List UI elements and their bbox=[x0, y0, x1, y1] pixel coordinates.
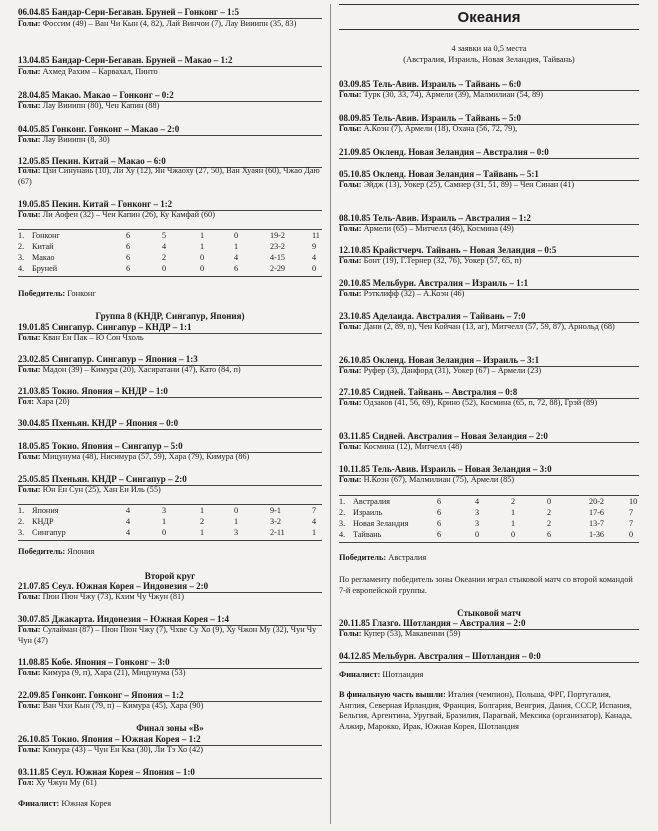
table-cell: 1 bbox=[511, 508, 516, 517]
table-cell: 7 bbox=[629, 508, 634, 517]
table-cell: 0 bbox=[511, 530, 516, 539]
standings-table bbox=[18, 506, 322, 539]
table-cell: 1 bbox=[234, 242, 239, 251]
match-goals: Голы: Кимура (9, п), Хара (21), Мицунума (53) bbox=[18, 668, 186, 677]
table-row bbox=[18, 253, 322, 263]
match-heading: 11.08.85 Кобе. Япония – Гонконг – 3:0 bbox=[18, 657, 170, 667]
table-cell: 7 bbox=[312, 506, 317, 515]
table-cell: 0 bbox=[475, 530, 480, 539]
table-cell: 2 bbox=[547, 519, 552, 528]
table-cell: 1 bbox=[312, 528, 317, 537]
match-goals: Голы: Фоссим (49) – Ван Чи Кын (4, 82), Лай Винчои (7), Лау Вииипн (35, 83) bbox=[18, 19, 297, 28]
table-rule bbox=[339, 542, 639, 543]
table-cell: 6 bbox=[126, 253, 131, 262]
table-cell: 2 bbox=[162, 253, 167, 262]
table-cell: 3 bbox=[475, 508, 480, 517]
team-name: Гонконг bbox=[32, 231, 60, 240]
table-cell: 4 bbox=[126, 506, 131, 515]
match-goals: Гол: Хара (20) bbox=[18, 397, 70, 406]
table-cell: 4-15 bbox=[270, 253, 286, 262]
table-cell: 1 bbox=[162, 517, 167, 526]
match-goals: Голы: Н.Коэн (67), Малмилиан (75), Армели (85) bbox=[339, 475, 515, 484]
rule bbox=[339, 662, 639, 663]
table-rule bbox=[18, 504, 322, 505]
table-cell: 0 bbox=[234, 506, 239, 515]
table-cell: 2-29 bbox=[270, 264, 286, 273]
table-cell: 3 bbox=[475, 519, 480, 528]
match-heading: 22.09.85 Гонконг. Гонконг – Япония – 1:2 bbox=[18, 690, 184, 700]
match-heading: 28.04.85 Макао. Макао – Гонконг – 0:2 bbox=[18, 90, 174, 100]
table-row bbox=[339, 519, 639, 529]
table-cell: 0 bbox=[629, 530, 634, 539]
table-cell: 4 bbox=[475, 497, 480, 506]
round-heading: Второй круг bbox=[144, 571, 196, 581]
table-cell: 1. bbox=[18, 506, 25, 515]
finalist-line: Финалист: Южная Корея bbox=[18, 799, 112, 808]
table-cell: 1 bbox=[200, 242, 205, 251]
match-heading: 03.09.85 Тель-Авив. Израиль – Тайвань – 6:0 bbox=[339, 79, 521, 89]
table-row bbox=[18, 528, 322, 538]
match-heading: 08.09.85 Тель-Авив. Израиль – Тайвань – 5:0 bbox=[339, 113, 521, 123]
match-goals: Голы: Цзи Синунаиь (10), Ли Ху (12), Ян Чжаоху (27, 50), Ван Хуаян (60), Чжао Даю (67) bbox=[18, 166, 320, 186]
table-cell: 6 bbox=[437, 530, 442, 539]
table-cell: 9 bbox=[312, 242, 317, 251]
match-heading: 06.04.85 Бандар-Сери-Бегаван. Бруней – Гонконг – 1:5 bbox=[18, 7, 239, 17]
match-heading: 30.04.85 Пхеньян. КНДР – Япония – 0:0 bbox=[18, 418, 179, 428]
table-cell: 9-1 bbox=[270, 506, 281, 515]
match-heading: 04.05.85 Гонконг. Гонконг – Макао – 2:0 bbox=[18, 124, 180, 134]
table-row bbox=[339, 530, 639, 540]
team-name: Тайвань bbox=[353, 530, 382, 539]
table-row bbox=[18, 242, 322, 252]
table-cell: 6 bbox=[437, 519, 442, 528]
table-cell: 0 bbox=[234, 231, 239, 240]
match-heading: 19.01.85 Сингапур. Сингапур – КНДР – 1:1 bbox=[18, 322, 192, 332]
table-row bbox=[18, 231, 322, 241]
table-rule bbox=[18, 540, 322, 541]
match-heading: 26.10.85 Окленд. Новая Зеландия – Израиль – 3:1 bbox=[339, 355, 540, 365]
table-cell: 7 bbox=[629, 519, 634, 528]
table-cell: 1 bbox=[511, 519, 516, 528]
table-cell: 3. bbox=[18, 253, 25, 262]
match-heading: 05.10.85 Окленд. Новая Зеландия – Тайвань – 5:1 bbox=[339, 169, 539, 179]
team-name: Макао bbox=[32, 253, 55, 262]
match-heading: 23.10.85 Аделаида. Австралия – Тайвань – 7:0 bbox=[339, 311, 526, 321]
section-subtitle: (Австралия, Израиль, Новая Зеландия, Тайвань) bbox=[403, 55, 575, 64]
match-goals: Голы: Руфер (3), Данфорд (31), Уокер (67) – Армели (23) bbox=[339, 366, 542, 375]
table-cell: 0 bbox=[200, 264, 205, 273]
table-cell: 3. bbox=[18, 528, 25, 537]
match-heading: 12.05.85 Пекин. Китай – Макао – 6:0 bbox=[18, 156, 166, 166]
match-goals: Голы: Космина (12), Митчелл (48) bbox=[339, 442, 463, 451]
table-cell: 19-2 bbox=[270, 231, 286, 240]
table-cell: 2 bbox=[547, 508, 552, 517]
match-goals: Голы: Армели (65) – Митчелл (46), Космина (49) bbox=[339, 224, 514, 233]
table-cell: 6 bbox=[437, 497, 442, 506]
table-cell: 2-11 bbox=[270, 528, 285, 537]
final-teams: В финальную часть вышли: Италия (чемпион), Польша, ФРГ, Португалия, Англия, Северная Ирландия, Франция, Болгария, Венгрия, Дания, СССР, Испания, Бельгия, Аргентина, Уругвай, Бразилия, Парагвай, Мексика (организатор), Канада, Алжир, Марокко, Ирак, Южная Корея, Шотландия bbox=[339, 690, 632, 731]
match-heading: 20.10.85 Мельбурн. Австралия – Израиль – 1:1 bbox=[339, 278, 529, 288]
table-cell: 4 bbox=[162, 242, 167, 251]
table-row bbox=[339, 508, 639, 518]
table-cell: 10 bbox=[629, 497, 638, 506]
table-cell: 20-2 bbox=[589, 497, 605, 506]
match-heading: 30.07.85 Джакарта. Индонезия – Южная Корея – 1:4 bbox=[18, 614, 230, 624]
match-goals: Голы: Кван Ен Пак – Ю Сон Чхоль bbox=[18, 333, 144, 342]
table-cell: 0 bbox=[162, 528, 167, 537]
table-cell: 1. bbox=[339, 497, 346, 506]
match-goals: Голы: Ли Аофен (32) – Чен Капин (26), Ку Камфай (60) bbox=[18, 210, 215, 219]
table-cell: 4 bbox=[312, 517, 317, 526]
match-heading: 19.05.85 Пекин. Китай – Гонконг – 1:2 bbox=[18, 199, 173, 209]
table-cell: 2 bbox=[200, 517, 205, 526]
table-cell: 23-2 bbox=[270, 242, 286, 251]
table-cell: 17-6 bbox=[589, 508, 605, 517]
match-goals: Голы: Пюн Пюн Чжу (73), Кхим Чу Чжун (81) bbox=[18, 592, 184, 601]
table-row bbox=[18, 506, 322, 516]
standings-table bbox=[339, 497, 639, 541]
match-goals: Голы: Рэтклифф (32) – А.Коэн (46) bbox=[339, 289, 465, 298]
table-cell: 5 bbox=[162, 231, 167, 240]
column-divider bbox=[330, 4, 331, 824]
team-name: Австралия bbox=[353, 497, 391, 506]
section-subtitle: 4 заявки на 0,5 места bbox=[451, 44, 527, 53]
match-goals: Голы: Одзаков (41, 56, 69), Крино (52), Космина (65, п, 72, 88), Грэй (89) bbox=[339, 398, 598, 407]
table-cell: 2. bbox=[18, 242, 25, 251]
table-cell: 4 bbox=[126, 517, 131, 526]
match-heading: 04.12.85 Мельбурн. Австралия – Шотландия – 0:0 bbox=[339, 651, 541, 661]
match-goals: Голы: Дани (2, 89, п), Чен Койчан (13, аг), Митчелл (57, 59, 87), Арнольд (68) bbox=[339, 322, 615, 331]
match-goals: Голы: Ван Чхи Кын (79, п) – Кимура (45), Хара (90) bbox=[18, 701, 204, 710]
table-cell: 3 bbox=[234, 528, 239, 537]
table-cell: 6 bbox=[234, 264, 239, 273]
match-heading: 12.10.85 Крайстчерч. Тайвань – Новая Зеландия – 0:5 bbox=[339, 245, 557, 255]
match-heading: 10.11.85 Тель-Авив. Израиль – Новая Зеландия – 3:0 bbox=[339, 464, 552, 474]
rule bbox=[18, 429, 322, 430]
table-cell: 1 bbox=[200, 528, 205, 537]
table-cell: 2 bbox=[511, 497, 516, 506]
match-heading: 03.11.85 Сидней. Австралия – Новая Зеландия – 2:0 bbox=[339, 431, 548, 441]
table-cell: 1 bbox=[234, 517, 239, 526]
standings-table bbox=[18, 231, 322, 275]
team-name: Бруней bbox=[32, 264, 58, 273]
table-cell: 2. bbox=[339, 508, 346, 517]
team-name: Япония bbox=[32, 506, 59, 515]
section-title: Океания bbox=[339, 4, 639, 30]
match-goals: Голы: Бонт (19), Г.Тернер (32, 76), Уокер (57, 65, п) bbox=[339, 256, 522, 265]
table-cell: 1 bbox=[200, 506, 205, 515]
match-heading: 21.09.85 Окленд. Новая Зеландия – Австралия – 0:0 bbox=[339, 147, 549, 157]
match-heading: 23.02.85 Сингапур. Сингапур – Япония – 1:3 bbox=[18, 354, 198, 364]
table-row bbox=[18, 517, 322, 527]
playoff-heading: Стыковой матч bbox=[457, 608, 521, 618]
match-goals: Голы: Мадон (39) – Кимура (20), Хасиратани (47), Като (84, п) bbox=[18, 365, 241, 374]
table-cell: 4 bbox=[312, 253, 317, 262]
winner-line: Победитель: Гонконг bbox=[18, 289, 96, 298]
table-rule bbox=[339, 495, 639, 496]
table-row bbox=[18, 264, 322, 274]
match-goals: Голы: Эйдж (13), Уокер (25), Самнер (31, 51, 89) – Чен Синан (41) bbox=[339, 180, 575, 189]
match-goals: Голы: Турк (30, 33, 74), Армели (39), Малмилиан (54, 89) bbox=[339, 90, 544, 99]
match-goals: Голы: Лау Вииипн (8, 30) bbox=[18, 135, 110, 144]
match-heading: 21.07.85 Сеул. Южная Корея – Индонезия – 2:0 bbox=[18, 581, 209, 591]
table-cell: 6 bbox=[126, 242, 131, 251]
table-cell: 6 bbox=[126, 264, 131, 273]
table-cell: 13-7 bbox=[589, 519, 605, 528]
table-cell: 4. bbox=[339, 530, 346, 539]
table-cell: 0 bbox=[200, 253, 205, 262]
rule bbox=[339, 158, 639, 159]
match-goals: Голы: А.Коэн (7), Армели (18), Охана (56, 72, 79), bbox=[339, 124, 518, 133]
table-cell: 4 bbox=[126, 528, 131, 537]
table-row bbox=[339, 497, 639, 507]
table-cell: 11 bbox=[312, 231, 320, 240]
match-heading: 26.10.85 Токио. Япония – Южная Корея – 1:2 bbox=[18, 734, 201, 744]
match-goals: Голы: Лау Вииипн (80), Чен Капин (88) bbox=[18, 101, 160, 110]
match-heading: 25.05.85 Пхеньян. КНДР – Сингапур – 2:0 bbox=[18, 474, 187, 484]
match-heading: 27.10.85 Сидней. Тайвань – Австралия – 0:8 bbox=[339, 387, 518, 397]
table-cell: 0 bbox=[547, 497, 552, 506]
table-cell: 1. bbox=[18, 231, 25, 240]
table-cell: 6 bbox=[126, 231, 131, 240]
match-goals: Голы: Юн Ен Сун (25), Хан Ен Иль (55) bbox=[18, 485, 161, 494]
match-heading: 03.11.85 Сеул. Южная Корея – Япония – 1:0 bbox=[18, 767, 195, 777]
table-cell: 6 bbox=[437, 508, 442, 517]
winner-line: Победитель: Австралия bbox=[339, 553, 427, 562]
match-goals: Голы: Купер (53), Макавенни (59) bbox=[339, 629, 461, 638]
round-heading: Финал зоны «В» bbox=[136, 723, 204, 733]
table-rule bbox=[18, 229, 322, 230]
table-cell: 6 bbox=[547, 530, 552, 539]
finalist-line: Финалист: Шотландия bbox=[339, 670, 424, 679]
table-cell: 3 bbox=[162, 506, 167, 515]
table-cell: 4 bbox=[234, 253, 239, 262]
table-cell: 4. bbox=[18, 264, 25, 273]
match-goals: Голы: Ахмед Рахим – Карвахал, Пинто bbox=[18, 67, 158, 76]
team-name: КНДР bbox=[32, 517, 54, 526]
match-goals: Гол: Ху Чжун Му (61) bbox=[18, 778, 97, 787]
winner-line: Победитель: Япония bbox=[18, 547, 95, 556]
table-rule bbox=[18, 276, 322, 277]
team-name: Израиль bbox=[353, 508, 383, 517]
team-name: Новая Зеландия bbox=[353, 519, 409, 528]
table-cell: 0 bbox=[312, 264, 317, 273]
table-cell: 1-36 bbox=[589, 530, 605, 539]
match-heading: 18.05.85 Токио. Япония – Сингапур – 5:0 bbox=[18, 441, 183, 451]
team-name: Сингапур bbox=[32, 528, 66, 537]
match-goals: Голы: Кимура (43) – Чун Ен Ква (30), Ли Тэ Хо (42) bbox=[18, 745, 204, 754]
group-heading: Группа 8 (КНДР, Сингапур, Япония) bbox=[95, 311, 245, 321]
match-heading: 08.10.85 Тель-Авив. Израиль – Австралия – 1:2 bbox=[339, 213, 531, 223]
regulation-note: По регламенту победитель зоны Океании играл стыковой матч со второй командой 7-й европейской группы. bbox=[339, 575, 633, 595]
table-cell: 1 bbox=[200, 231, 205, 240]
table-cell: 3-2 bbox=[270, 517, 281, 526]
match-heading: 21.03.85 Токио. Япония – КНДР – 1:0 bbox=[18, 386, 168, 396]
match-heading: 20.11.85 Глазго. Шотландия – Австралия – 2:0 bbox=[339, 618, 526, 628]
match-goals: Голы: Сулайман (87) – Пюн Пюн Чжу (7), Чхве Су Хо (9), Ху Чжон Му (32), Чун Чу Чун (47) bbox=[18, 625, 317, 645]
table-cell: 0 bbox=[162, 264, 167, 273]
match-heading: 13.04.85 Бандар-Сери-Бегаван. Бруней – Макао – 1:2 bbox=[18, 55, 233, 65]
match-goals: Голы: Мицунума (48), Нисимура (57, 59), Хара (79), Кимура (86) bbox=[18, 452, 250, 461]
table-cell: 3. bbox=[339, 519, 346, 528]
table-cell: 2. bbox=[18, 517, 25, 526]
team-name: Китай bbox=[32, 242, 54, 251]
